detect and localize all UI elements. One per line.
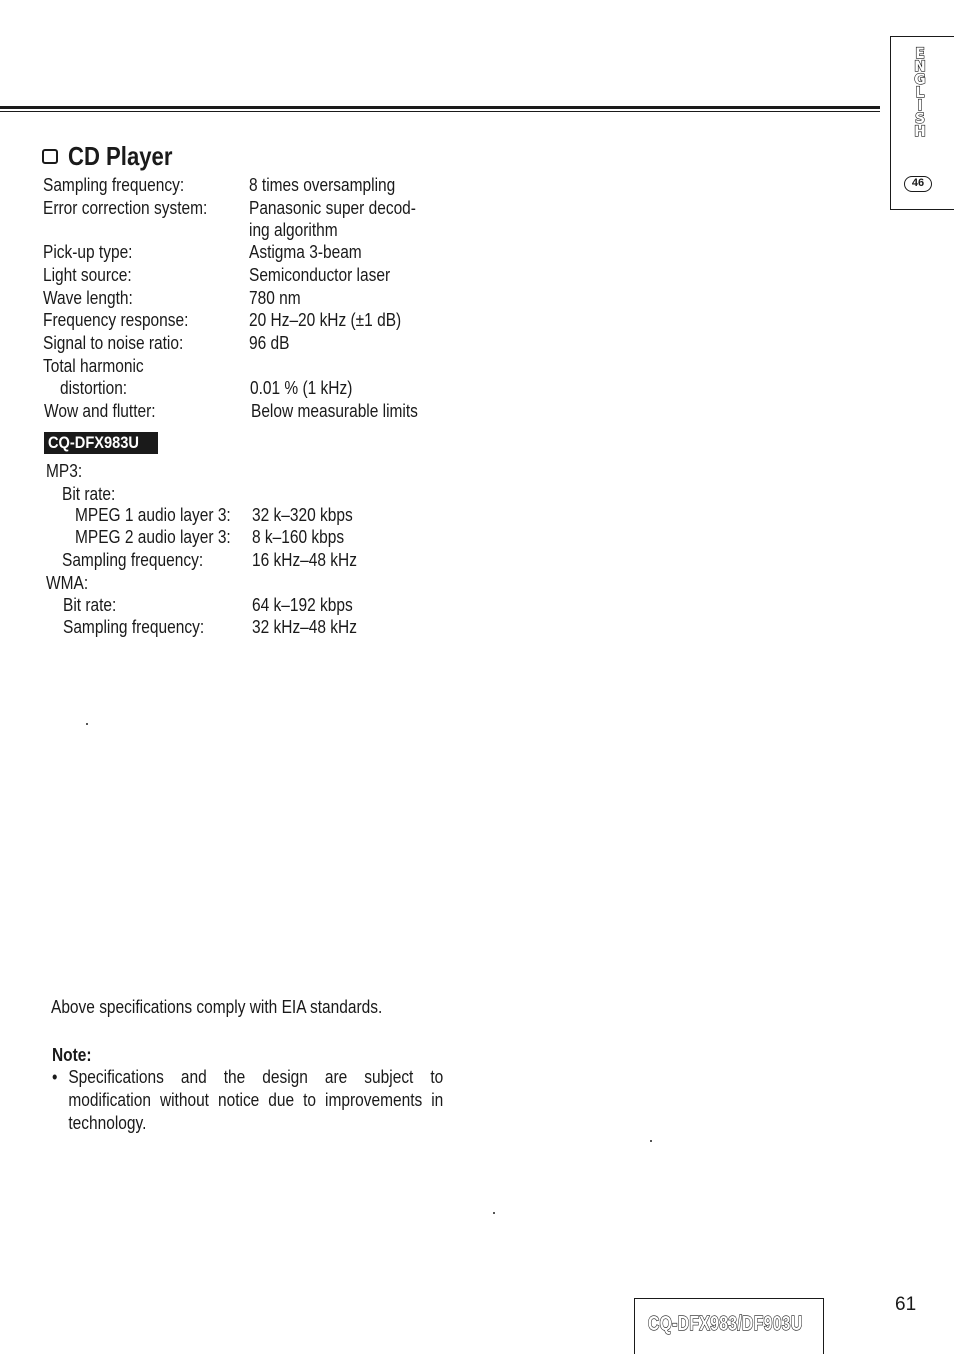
spec-value: Panasonic super decod-	[249, 198, 416, 218]
footer-model: CQ-DFX983/DF903U	[648, 1313, 803, 1335]
language-letter: E	[915, 46, 925, 62]
spec-value: 8 times oversampling	[249, 175, 396, 195]
spec-label-continued: distortion:	[60, 378, 128, 398]
spec-value-continued: ing algorithm	[249, 220, 338, 240]
model-badge-label: CQ-DFX983U	[48, 433, 139, 452]
wma-bitrate-label: Bit rate:	[63, 595, 117, 615]
mp3-mpeg1-value: 32 k–320 kbps	[252, 505, 353, 525]
section-title: CD Player	[68, 141, 173, 171]
header-rule-thick	[0, 106, 880, 109]
note-body	[52, 1066, 443, 1135]
wma-sampling-label: Sampling frequency:	[63, 617, 205, 637]
mp3-mpeg2-value: 8 k–160 kbps	[252, 527, 345, 547]
mp3-title: MP3:	[46, 461, 83, 481]
spec-label: Wave length:	[43, 288, 133, 308]
spec-value: 20 Hz–20 kHz (±1 dB)	[249, 310, 402, 330]
spec-label: Pick-up type:	[43, 242, 133, 262]
spec-value: Below measurable limits	[251, 401, 418, 421]
scan-speck	[86, 723, 88, 725]
language-letter: I	[917, 98, 923, 114]
mp3-mpeg1-label: MPEG 1 audio layer 3:	[75, 505, 231, 525]
mp3-mpeg2-label: MPEG 2 audio layer 3:	[75, 527, 231, 547]
header-rule-thin	[0, 111, 880, 112]
language-letter: S	[914, 111, 926, 127]
spec-label: Error correction system:	[43, 198, 208, 218]
spec-label: Sampling frequency:	[43, 175, 185, 195]
language-tab-letters	[905, 48, 935, 139]
language-letter: N	[914, 59, 926, 75]
spec-value: Astigma 3-beam	[249, 242, 362, 262]
note-text: Specifications and the design are subject to modification without notice due to improvements in technology.	[68, 1067, 444, 1133]
spec-label: Signal to noise ratio:	[43, 333, 184, 353]
compliance-text: Above specifications comply with EIA standards.	[51, 997, 383, 1017]
bullet-icon: •	[52, 1067, 58, 1087]
language-letter: G	[914, 72, 926, 88]
scan-speck	[493, 1212, 495, 1214]
language-letter: L	[915, 85, 925, 101]
model-badge	[44, 432, 158, 454]
mp3-sampling-label: Sampling frequency:	[62, 550, 204, 570]
spec-label: Light source:	[43, 265, 132, 285]
wma-bitrate-value: 64 k–192 kbps	[252, 595, 353, 615]
checkbox-square-icon	[42, 149, 58, 164]
mp3-sampling-value: 16 kHz–48 kHz	[252, 550, 357, 570]
language-tab-page: 46	[904, 176, 932, 192]
scan-speck	[650, 1140, 652, 1142]
spec-value: 0.01 % (1 kHz)	[250, 378, 353, 398]
note-title: Note:	[52, 1045, 92, 1065]
spec-value: Semiconductor laser	[249, 265, 391, 285]
spec-value: 96 dB	[249, 333, 290, 353]
section-heading	[42, 141, 191, 172]
spec-value: 780 nm	[249, 288, 301, 308]
spec-label: Frequency response:	[43, 310, 189, 330]
spec-label: Total harmonic	[43, 356, 144, 376]
mp3-bitrate-label: Bit rate:	[62, 484, 116, 504]
language-letter: H	[914, 124, 926, 140]
page-number: 61	[895, 1294, 917, 1315]
wma-sampling-value: 32 kHz–48 kHz	[252, 617, 357, 637]
spec-label: Wow and flutter:	[44, 401, 156, 421]
wma-title: WMA:	[46, 573, 89, 593]
